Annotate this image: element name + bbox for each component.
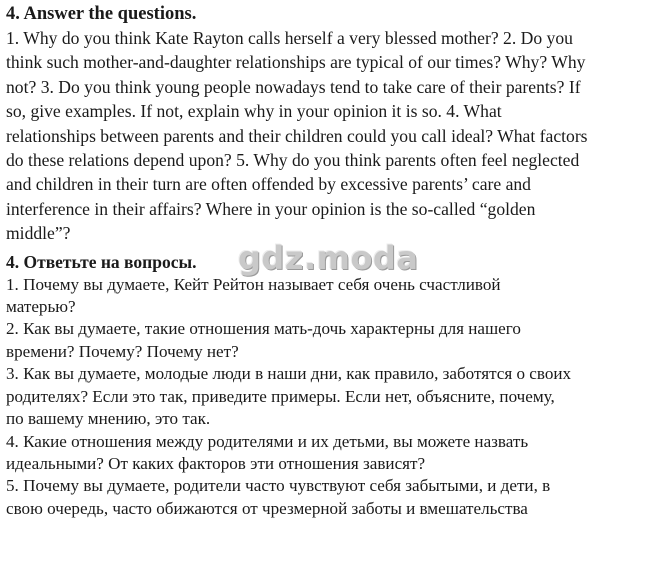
russian-question-line: 5. Почему вы думаете, родители часто чувствуют себя забытыми, и дети, в [6,476,551,496]
russian-question [6,318,656,363]
english-line: do these relations depend upon? 5. Why do you think parents often feel neglected [6,150,580,171]
russian-question-line: 4. Какие отношения между родителями и их детьми, вы можете назвать [6,431,529,451]
english-line: 1. Why do you think Kate Rayton calls herself a very blessed mother? 2. Do you [6,28,573,48]
russian-question-line: матерью? [6,297,76,317]
english-heading: 4. Answer the questions. [6,4,197,24]
russian-question-line: 2. Как вы думаете, такие отношения мать-дочь характерны для нашего [6,319,521,339]
english-line: relationships between parents and their children could you call ideal? What factors [6,125,588,146]
document-page [6,2,656,520]
russian-question-line: свою очередь, часто обижаются от чрезмерной заботы и вмешательства [6,498,528,518]
russian-question-list [6,274,656,520]
russian-question-line: идеальными? От каких факторов эти отношения зависят? [6,453,426,473]
english-line: think such mother-and-daughter relationships are typical of our times? Why? Why [6,52,586,73]
russian-question-line: времени? Почему? Почему нет? [6,341,239,361]
english-line: not? 3. Do you think young people nowadays tend to take care of their parents? If [6,76,581,97]
russian-question [6,475,656,520]
english-line: middle”? [6,223,71,244]
russian-question-line: родителях? Если это так, приведите примеры. Если нет, объясните, почему, [6,386,555,406]
russian-question-line: 1. Почему вы думаете, Кейт Рейтон называет себя очень счастливой [6,274,501,294]
russian-heading: 4. Ответьте на вопросы. [6,251,197,272]
watermark-logo: gdz.moda [238,238,419,277]
russian-question [6,363,656,430]
english-line: interference in their affairs? Where in your opinion is the so-called “golden [6,198,536,219]
english-line: so, give examples. If not, explain why in your opinion it is so. 4. What [6,101,502,122]
english-line: and children in their turn are often offended by excessive parents’ care and [6,174,531,195]
english-section [6,2,656,246]
russian-question [6,274,656,319]
russian-question-line: по вашему мнению, это так. [6,409,211,429]
russian-section [6,238,656,520]
russian-question-line: 3. Как вы думаете, молодые люди в наши дни, как правило, заботятся о своих [6,364,572,384]
russian-question [6,431,656,476]
russian-heading-row [6,238,656,277]
english-paragraph [6,26,656,246]
